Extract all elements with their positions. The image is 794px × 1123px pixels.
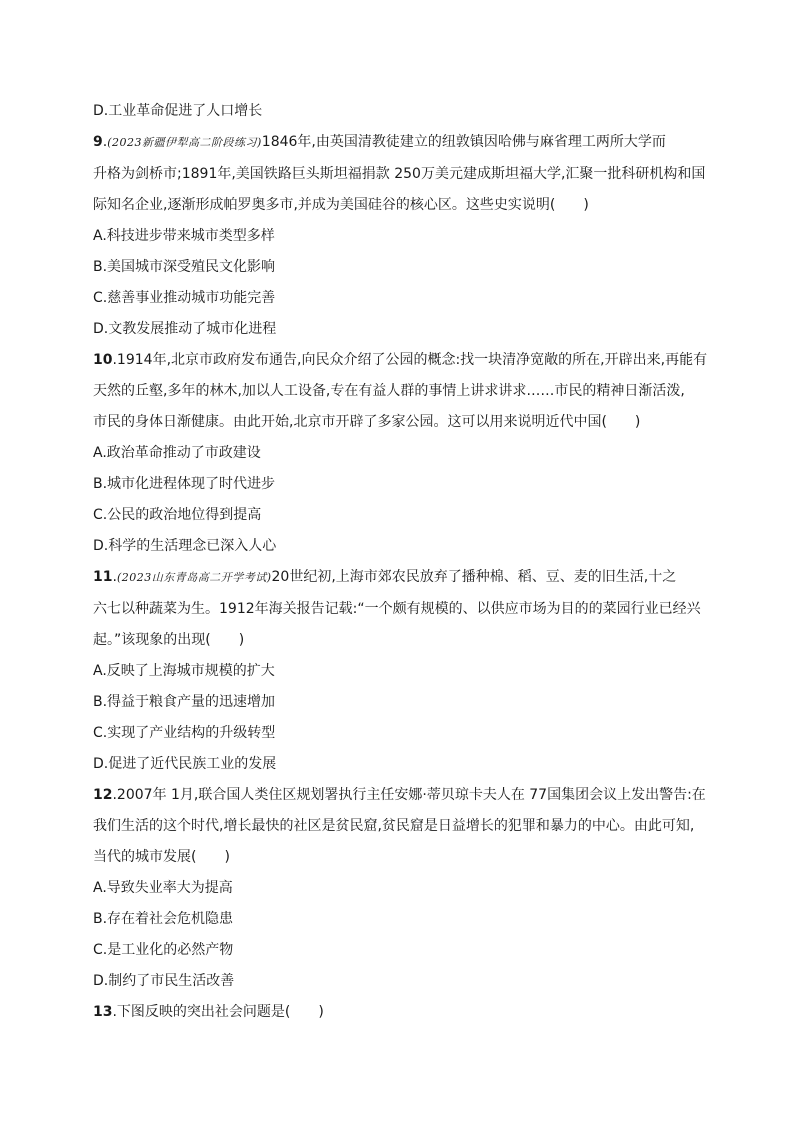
question-stem-line: 升格为剑桥市;1891年,美国铁路巨头斯坦福捐款 250万美元建成斯坦福大学,汇聚一批科研机构和国 (93, 166, 706, 182)
question-stem-line: 我们生活的这个时代,增长最快的社区是贫民窟,贫民窟是日益增长的犯罪和暴力的中心。由此可知, (93, 818, 695, 834)
option-d: D.促进了近代民族工业的发展 (93, 756, 277, 772)
question-stem-line: 天然的丘壑,多年的林木,加以人工设备,专在有益人群的事情上讲求讲求……市民的精神日渐活泼, (93, 383, 685, 399)
question-number: 10 (93, 352, 113, 368)
prev-option-d: D.工业革命促进了人口增长 (93, 103, 263, 119)
question-text: 1846年,由英国清教徒建立的纽敦镇因哈佛与麻省理工两所大学而 (261, 134, 666, 150)
question-10 (93, 350, 708, 556)
question-stem-line: 9.(2023新疆伊犁高二阶段练习)1846年,由英国清教徒建立的纽敦镇因哈佛与麻省理工两所大学而 (93, 134, 666, 150)
question-source: (2023山东青岛高二开学考试) (116, 571, 272, 584)
question-11 (93, 567, 705, 774)
question-stem-line (93, 785, 705, 805)
question-stem-line: 六七以种蔬菜为生。1912年海关报告记载:“一个颇有规模的、以供应市场为目的的菜园行业已经兴 (93, 601, 701, 617)
question-number: 11 (93, 569, 113, 585)
option-a: A.政治革命推动了市政建设 (93, 445, 261, 461)
option-d: D.制约了市民生活改善 (93, 973, 235, 989)
option-a: A.科技进步带来城市类型多样 (93, 228, 275, 244)
question-stem-line (93, 1002, 705, 1022)
question-13 (93, 1002, 705, 1022)
question-9 (93, 132, 705, 339)
option-b: B.存在着社会危机隐患 (93, 911, 234, 927)
question-text: .1914年,北京市政府发布通告,向民众介绍了公园的概念:找一块清净宽敞的所在,开辟出来,再能有 (112, 352, 708, 368)
question-source: (2023新疆伊犁高二阶段练习) (107, 136, 262, 149)
question-text: 20世纪初,上海市郊农民放弃了播种棉、稻、豆、麦的旧生活,十之 (271, 569, 677, 585)
option-c: C.慈善事业推动城市功能完善 (93, 290, 276, 306)
question-number: 13 (93, 1004, 113, 1020)
option-c: C.公民的政治地位得到提高 (93, 507, 262, 523)
option-c: C.实现了产业结构的升级转型 (93, 725, 276, 741)
question-12 (93, 785, 705, 991)
question-stem-line (93, 350, 708, 370)
question-stem-line: 11.(2023山东青岛高二开学考试)20世纪初,上海市郊农民放弃了播种棉、稻、豆、麦的旧生活,十之 (93, 569, 677, 585)
option-d: D.文教发展推动了城市化进程 (93, 321, 277, 337)
question-text: .下图反映的突出社会问题是( ) (112, 1004, 324, 1020)
option-b: B.得益于粮食产量的迅速增加 (93, 694, 276, 710)
option-a: A.导致失业率大为提高 (93, 880, 233, 896)
document-page (93, 101, 708, 1033)
option-b: B.美国城市深受殖民文化影响 (93, 259, 276, 275)
question-stem-line: 际知名企业,逐渐形成帕罗奥多市,并成为美国硅谷的核心区。这些史实说明( ) (93, 197, 589, 213)
question-stem-line: 当代的城市发展( ) (93, 849, 230, 865)
question-text: .2007年 1月,联合国人类住区规划署执行主任安娜·蒂贝琼卡夫人在 77国集团会议上发出警告:在 (112, 787, 706, 803)
option-d: D.科学的生活理念已深入人心 (93, 538, 277, 554)
question-number: 12 (93, 787, 113, 803)
question-number: 9 (93, 134, 103, 150)
question-stem-line: 市民的身体日渐健康。由此开始,北京市开辟了多家公园。这可以用来说明近代中国( ) (93, 414, 641, 430)
question-stem-line: 起。”该现象的出现( ) (93, 632, 245, 648)
option-b: B.城市化进程体现了时代进步 (93, 476, 276, 492)
option-c: C.是工业化的必然产物 (93, 942, 234, 958)
option-a: A.反映了上海城市规模的扩大 (93, 663, 275, 679)
